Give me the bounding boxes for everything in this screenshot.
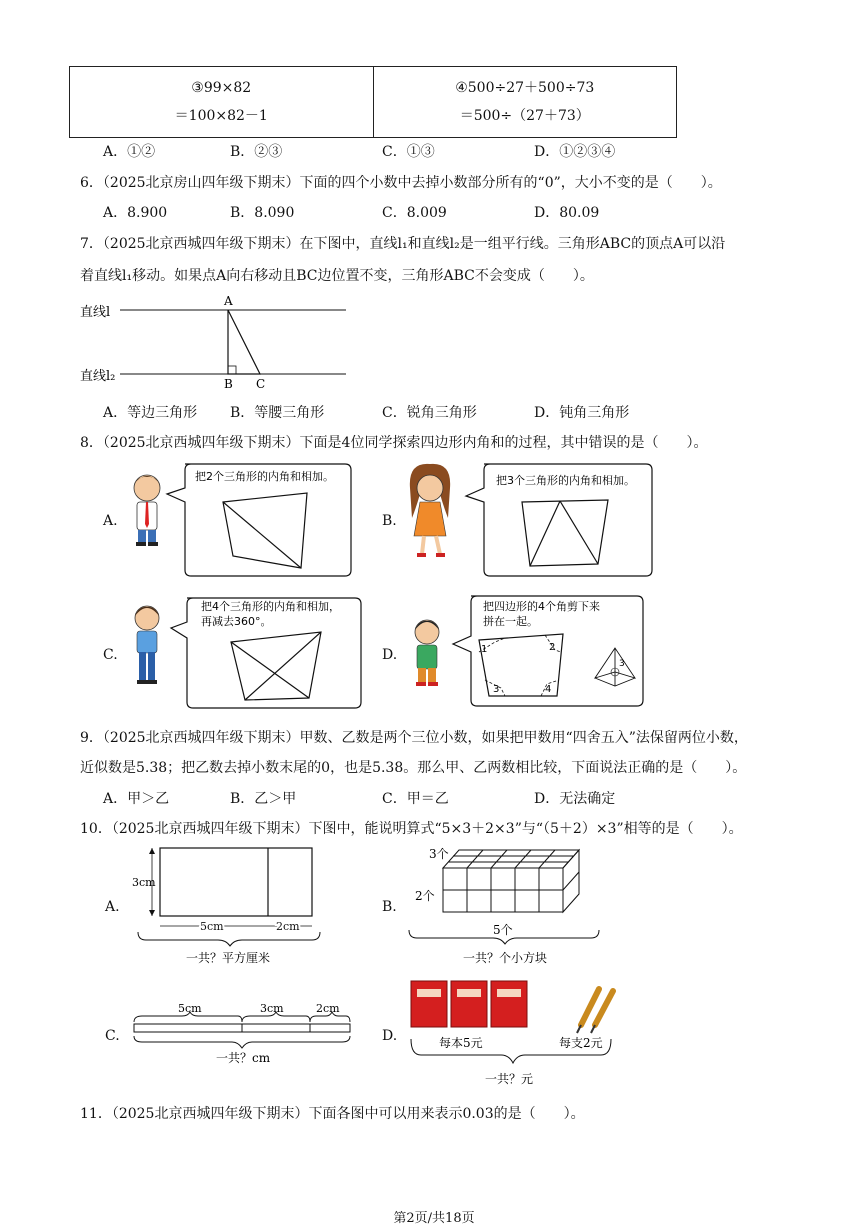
point-a-label: A <box>224 294 233 308</box>
width2-label: 2cm <box>276 920 300 933</box>
total-label: 一共？元 <box>485 1072 534 1086</box>
q8-option-d-letter[interactable]: D. <box>382 647 398 663</box>
q7-option-b[interactable]: B．等腰三角形 <box>230 405 325 421</box>
angle-num-4: 4 <box>545 684 552 695</box>
q5-option-c[interactable]: C．①③ <box>382 144 435 160</box>
bubble-text-2: 再减去360°。 <box>201 615 272 628</box>
point-b-label: B <box>224 377 233 391</box>
assembled-num-3: 3 <box>619 659 625 669</box>
q6-option-d[interactable]: D．80.09 <box>534 205 600 221</box>
cell-line: ④500÷27＋500÷73 <box>455 80 595 96</box>
line2-label: 直线l₂ <box>80 369 116 384</box>
angle-num-2: 2 <box>549 642 556 653</box>
height-label: 3cm <box>132 876 156 889</box>
q5-option-b[interactable]: B．②③ <box>230 144 283 160</box>
side-count-label: 2个 <box>415 889 435 903</box>
total-label: 一共？平方厘米 <box>186 951 271 965</box>
angle-num-3: 3 <box>493 684 500 695</box>
q10-stem: 10．（2025北京西城四年级下期末）下图中，能说明算式“5×3＋2×3”与“（5＋2）×3”相等的是（ ）。 <box>80 821 743 837</box>
q9-option-d[interactable]: D．无法确定 <box>534 791 616 807</box>
book-icon <box>411 981 447 1027</box>
q10-option-b-figure <box>405 842 605 967</box>
top-count-label: 3个 <box>429 847 449 861</box>
cell-line: ＝500÷（27＋73） <box>459 108 590 124</box>
q7-option-a[interactable]: A．等边三角形 <box>103 405 198 421</box>
q10-option-d-letter[interactable]: D. <box>382 1028 398 1044</box>
q5-cell-3 <box>70 67 374 138</box>
girl-icon <box>410 464 450 557</box>
line1-label: 直线l <box>80 305 111 320</box>
segment2-label: 3cm <box>260 1002 284 1015</box>
q8-option-a-letter[interactable]: A. <box>103 513 118 529</box>
book-icon <box>491 981 527 1027</box>
pen-price-label: 每支2元 <box>559 1036 603 1050</box>
q11-stem: 11．（2025北京西城四年级下期末）下面各图中可以用来表示0.03的是（ ）。 <box>80 1106 585 1122</box>
q10-option-c-figure <box>130 1000 360 1070</box>
q7-option-d[interactable]: D．钝角三角形 <box>534 405 630 421</box>
q5-option-d[interactable]: D．①②③④ <box>534 144 616 160</box>
bottom-count-label: 5个 <box>493 923 513 937</box>
cell-line: ③99×82 <box>191 80 252 96</box>
bubble-text-1: 把4个三角形的内角和相加， <box>201 600 340 613</box>
q7-option-c[interactable]: C．锐角三角形 <box>382 405 477 421</box>
q8-option-c-letter[interactable]: C. <box>103 647 118 663</box>
q6-option-a[interactable]: A．8.900 <box>103 205 168 221</box>
bubble-text: 把2个三角形的内角和相加。 <box>195 470 334 483</box>
q9-option-c[interactable]: C．甲＝乙 <box>382 791 449 807</box>
angle-num-1: 1 <box>481 644 488 655</box>
bubble-text-2: 拼在一起。 <box>483 615 538 628</box>
segment1-label: 5cm <box>178 1002 202 1015</box>
page-footer: 第2页/共18页 <box>393 1211 475 1226</box>
q8-option-d-figure <box>405 592 645 710</box>
q5-cell-4 <box>373 67 677 138</box>
q6-option-b[interactable]: B．8.090 <box>230 205 295 221</box>
boy-icon <box>134 475 160 546</box>
q8-option-b-letter[interactable]: B. <box>382 513 397 529</box>
pen-icon <box>577 989 613 1033</box>
q10-option-d-figure <box>405 975 625 1093</box>
q7-stem-line2: 着直线l₁移动。如果点A向右移动且BC边位置不变，三角形ABC不会变成（ ）。 <box>80 268 594 284</box>
q7-figure <box>76 292 356 392</box>
q8-option-a-figure <box>125 458 355 580</box>
q9-option-a[interactable]: A．甲＞乙 <box>103 791 170 807</box>
book-icon <box>451 981 487 1027</box>
q8-stem: 8．（2025北京西城四年级下期末）下面是4位同学探索四边形内角和的过程，其中错误的是（ ）。 <box>80 435 708 451</box>
q7-stem-line1: 7．（2025北京西城四年级下期末）在下图中，直线l₁和直线l₂是一组平行线。三角形ABC的顶点A可以沿 <box>80 236 726 252</box>
point-c-label: C <box>256 377 266 391</box>
q10-option-c-letter[interactable]: C. <box>105 1028 120 1044</box>
q6-stem: 6．（2025北京房山四年级下期末）下面的四个小数中去掉小数部分所有的“0”，大小不变的是（ ）。 <box>80 175 722 191</box>
q8-option-c-figure <box>125 594 365 714</box>
bubble-text: 把3个三角形的内角和相加。 <box>496 474 635 487</box>
width1-label: 5cm <box>200 920 224 933</box>
q10-option-a-figure <box>130 842 330 967</box>
big-rectangle <box>160 848 312 916</box>
q5-table <box>69 66 677 138</box>
q8-option-b-figure <box>400 458 656 580</box>
brace <box>138 932 320 946</box>
q10-option-b-letter[interactable]: B. <box>382 899 397 915</box>
segment3-label: 2cm <box>316 1002 340 1015</box>
q6-option-c[interactable]: C．8.009 <box>382 205 447 221</box>
book-price-label: 每本5元 <box>439 1036 483 1050</box>
bubble-text-1: 把四边形的4个角剪下来 <box>483 600 600 613</box>
right-angle-mark <box>228 366 236 374</box>
q10-option-a-letter[interactable]: A. <box>105 899 120 915</box>
cell-line: ＝100×82－1 <box>174 108 268 124</box>
boy-icon <box>135 606 159 684</box>
q9-stem-line2: 近似数是5.38；把乙数去掉小数末尾的0，也是5.38。那么甲、乙两数相比较，下面说法正确的是（ ）。 <box>80 760 747 776</box>
cube-block <box>443 850 579 912</box>
boy-icon <box>415 620 439 686</box>
total-label: 一共？cm <box>216 1051 271 1065</box>
q5-option-a[interactable]: A．①② <box>103 144 156 160</box>
q9-stem-line1: 9．（2025北京西城四年级下期末）甲数、乙数是两个三位小数，如果把甲数用“四舍五入”法保留两位小数， <box>80 730 748 746</box>
total-label: 一共？个小方块 <box>463 951 548 965</box>
total-brace <box>134 1036 350 1048</box>
triangle-abc <box>228 310 260 374</box>
q9-option-b[interactable]: B．乙＞甲 <box>230 791 297 807</box>
